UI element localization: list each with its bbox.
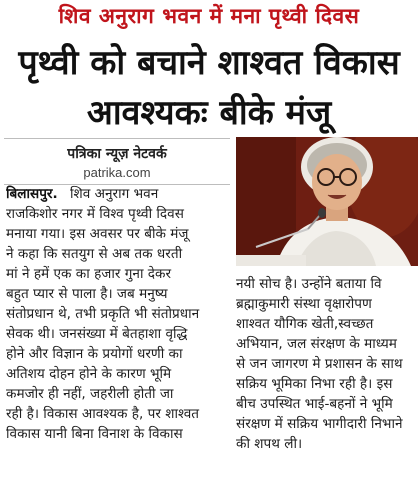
website-url: patrika.com <box>83 165 151 180</box>
speaker-photo <box>236 137 418 266</box>
byline-name: पत्रिका न्यूज़ नेटवर्क <box>67 146 167 162</box>
body-line: बहुत प्यार से पाला है। जब मनुष्य <box>6 286 168 302</box>
body-line: ब्रह्माकुमारी संस्था वृक्षारोपण <box>236 296 372 312</box>
body-line: राजकिशोर नगर में विश्व पृथ्वी दिवस <box>6 206 184 222</box>
body-line: सक्रिय भूमिका निभा रही है। इस <box>236 376 393 392</box>
dateline: बिलासपुर. <box>6 186 58 202</box>
byline-box <box>4 138 230 185</box>
body-line: नयी सोच है। उन्होंने बताया वि <box>236 276 382 292</box>
article-kicker: शिव अनुराग भवन में मना पृथ्वी दिवस <box>58 4 360 28</box>
body-line: शाश्वत यौगिक खेती,स्वच्छत <box>236 316 374 332</box>
body-line: ने कहा कि सतयुग से अब तक धरती <box>6 246 183 262</box>
body-line: विकास यानी बिना विनाश के विकास <box>6 426 183 442</box>
body-line: रही है। विकास आवश्यक है, पर शाश्वत <box>6 406 200 422</box>
body-text: शिव अनुराग भवन <box>69 186 159 202</box>
body-line <box>6 184 228 204</box>
body-line: होने और विज्ञान के प्रयोगों धरणी का <box>6 346 183 362</box>
headline-line-1: पृथ्वी को बचाने शाश्वत विकास <box>18 43 400 83</box>
body-line: संरक्षण में सक्रिय भागीदारी निभाने <box>236 416 403 432</box>
body-line: से जन जागरण मे प्रशासन के साथ <box>236 356 403 372</box>
body-line: मनाया गया। इस अवसर पर बीके मंजू <box>6 226 189 242</box>
headline-line-2: आवश्यकः बीके मंजू <box>86 93 332 133</box>
body-line: बीच उपस्थित भाई-बहनों ने भूमि <box>236 396 393 412</box>
body-line: अतिशय दोहन होने के कारण भूमि <box>6 366 172 382</box>
speaker-photo-image <box>236 137 418 266</box>
body-line: की शपथ ली। <box>236 436 303 452</box>
body-line: कमजोर ही नहीं, जहरीली होती जा <box>6 386 174 402</box>
body-line: मां ने हमें एक का हजार गुना देकर <box>6 266 172 282</box>
body-line: संतोप्रधान थे, तभी प्रकृति भी संतोप्रधान <box>6 306 200 322</box>
body-line: अभियान, जल संरक्षण के माध्यम <box>236 336 397 352</box>
body-line: सेवक थी। जनसंख्या में बेतहाशा वृद्धि <box>6 326 188 342</box>
